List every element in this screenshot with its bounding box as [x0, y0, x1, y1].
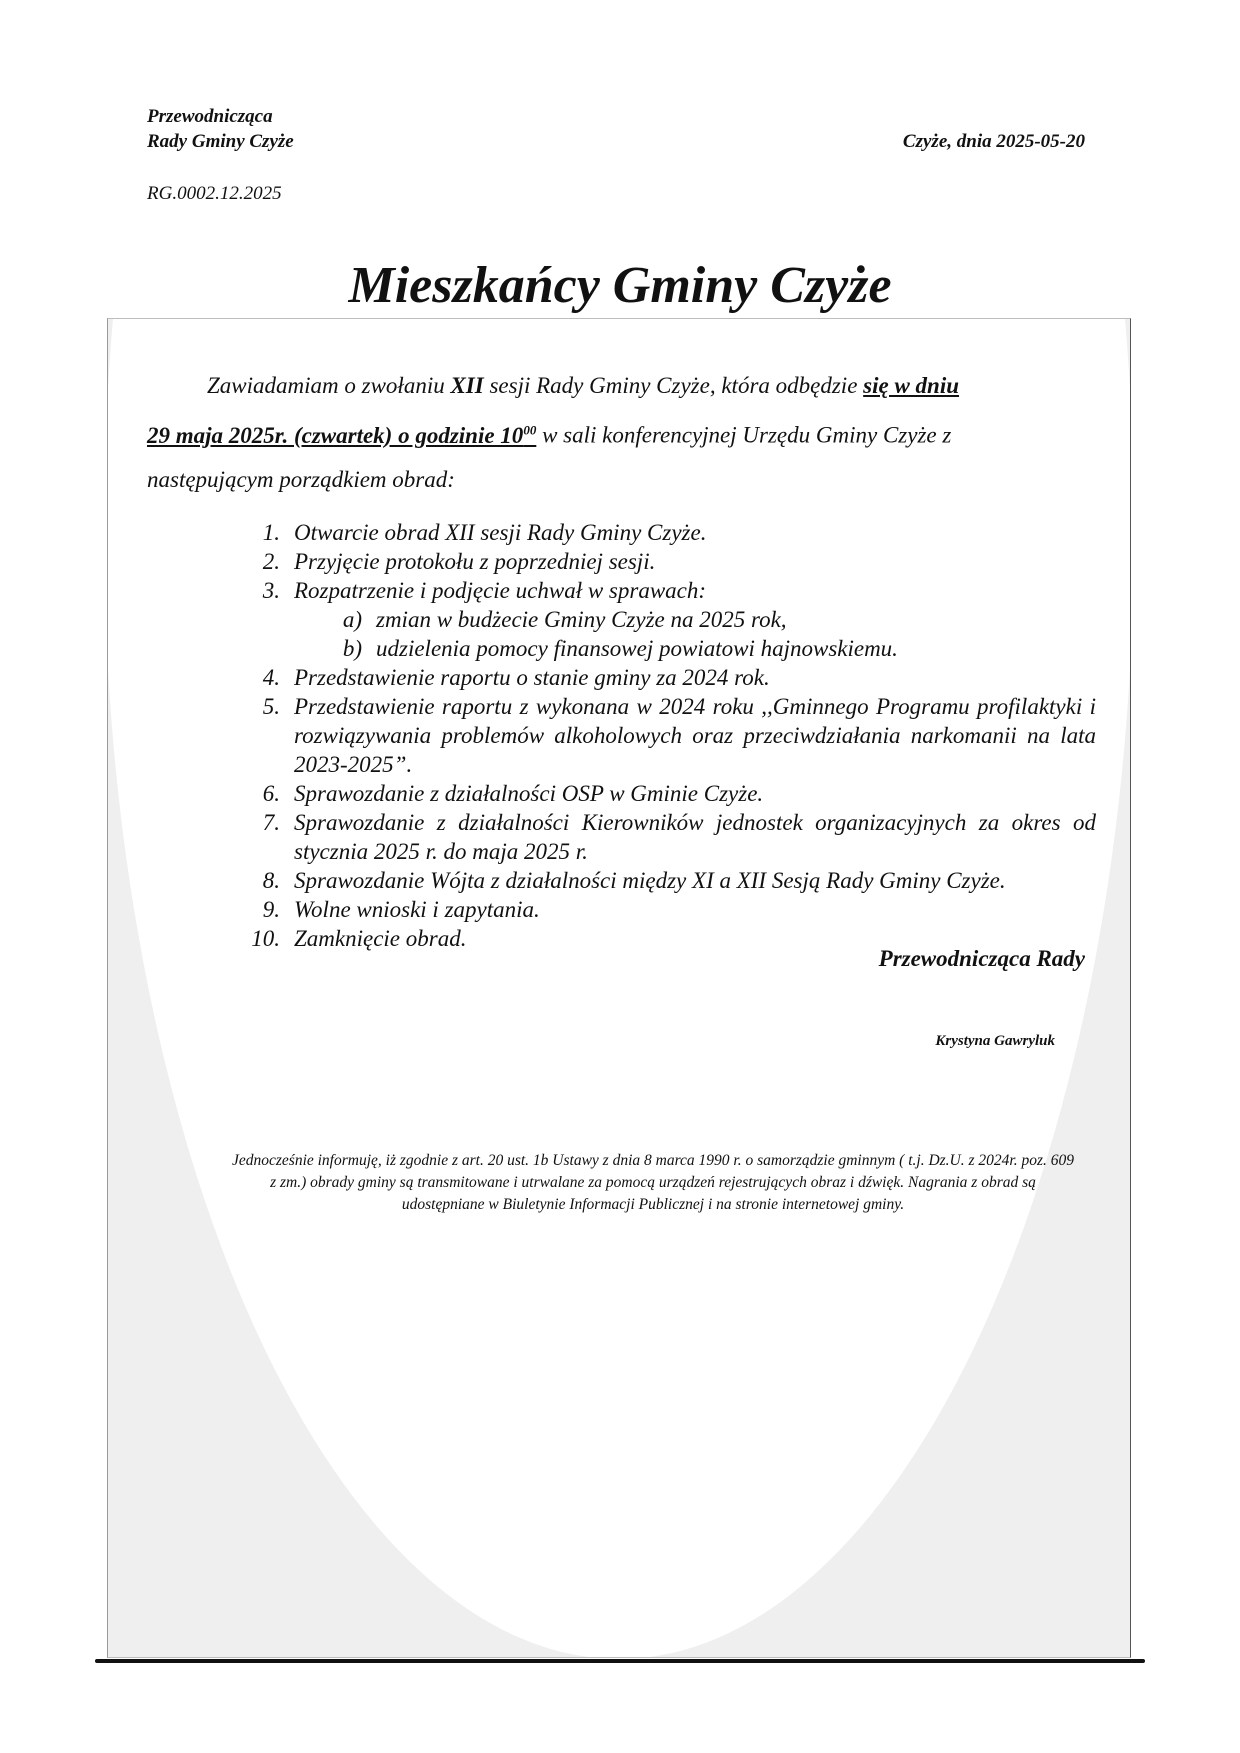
agenda-item	[230, 576, 1096, 605]
agenda-item-text: Sprawozdanie z działalności OSP w Gminie Czyże.	[294, 781, 764, 806]
agenda-subitem-text: zmian w budżecie Gminy Czyże na 2025 rok,	[376, 607, 787, 632]
agenda-item-text: Otwarcie obrad XII sesji Rady Gminy Czyże.	[294, 520, 707, 545]
author-block	[147, 104, 294, 154]
signature-role: Przewodnicząca Rady	[878, 946, 1085, 971]
agenda-item-number: 3.	[262, 578, 280, 603]
agenda-item	[230, 663, 1096, 692]
agenda-item-number: 6.	[262, 781, 280, 806]
agenda-subitem	[230, 605, 1096, 634]
intro-line-3: następującym porządkiem obrad:	[147, 466, 455, 492]
agenda-item-text: Sprawozdanie Wójta z działalności między XI a XII Sesją Rady Gminy Czyże.	[294, 868, 1006, 893]
intro-text-1: Zawiadamiam o zwołaniu	[207, 373, 451, 398]
session-minutes: 00	[523, 422, 537, 437]
agenda-item-number: 1.	[262, 520, 280, 545]
place-date: Czyże, dnia 2025-05-20	[902, 131, 1085, 152]
agenda-item-text: Sprawozdanie z działalności Kierowników jednostek organizacyjnych za okres od stycznia 2025 r. do maja 2025 r.	[294, 810, 1096, 864]
page-title: Mieszkańcy Gminy Czyże	[348, 257, 892, 314]
author-line-1: Przewodnicząca	[147, 106, 273, 127]
session-date-part-2	[147, 423, 536, 448]
agenda-item	[230, 518, 1096, 547]
agenda-item-text: Przedstawienie raportu o stanie gminy za 2024 rok.	[294, 665, 770, 690]
recording-notice: Jednocześnie informuję, iż zgodnie z art. 20 ust. 1b Ustawy z dnia 8 marca 1990 r. o samorządzie gminnym ( t.j. Dz.U. z 2024r. poz. 609 z zm.) obrady gminy są transmitowane i utrwalane za pomocą urządzeń rejestrujących obraz i dźwięk. Nagrania z obrad są udostępniane w Biuletynie Informacji Publicznej i na stronie internetowej gminy.	[231, 1152, 1075, 1213]
agenda-item-number: 8.	[262, 868, 280, 893]
agenda-item	[230, 547, 1096, 576]
agenda-item-number: 9.	[262, 897, 280, 922]
intro-paragraph	[147, 364, 1097, 502]
agenda-subitem	[230, 634, 1096, 663]
session-date-part-1: się w dniu	[863, 373, 960, 398]
intro-text-2: sesji Rady Gminy Czyże, która odbędzie	[483, 373, 864, 398]
signature-name: Krystyna Gawryluk	[935, 1033, 1055, 1049]
session-datetime: 29 maja 2025r. (czwartek) o godzinie 10	[147, 422, 524, 448]
agenda-item-text: Rozpatrzenie i podjęcie uchwał w sprawach:	[294, 578, 707, 603]
agenda-item-number: 2.	[262, 549, 280, 574]
agenda-item	[230, 895, 1096, 924]
agenda-item-text: Zamknięcie obrad.	[294, 926, 467, 951]
agenda-subitem-text: udzielenia pomocy finansowej powiatowi hajnowskiemu.	[376, 636, 898, 661]
agenda-item-number: 5.	[262, 694, 280, 719]
intro-line-2	[147, 408, 1097, 458]
agenda-list	[230, 518, 1096, 953]
agenda-item-number: 4.	[262, 665, 280, 690]
frame-bottom-shadow	[95, 1659, 1145, 1663]
reference-number: RG.0002.12.2025	[147, 183, 282, 204]
author-line-2: Rady Gminy Czyże	[147, 131, 294, 152]
agenda-item-text: Przedstawienie raportu z wykonana w 2024 roku ,,Gminnego Programu profilaktyki i rozwiązywania problemów alkoholowych oraz przeciwdziałania narkomanii na lata 2023-2025”.	[294, 694, 1096, 777]
agenda-item	[230, 808, 1096, 866]
agenda-item	[230, 779, 1096, 808]
intro-text-3: w sali konferencyjnej Urzędu Gminy Czyże z	[536, 422, 952, 448]
agenda-item	[230, 866, 1096, 895]
agenda-item-number: 7.	[262, 810, 280, 835]
agenda-item-number: 10.	[251, 926, 280, 951]
agenda-item-text: Przyjęcie protokołu z poprzedniej sesji.	[294, 549, 656, 574]
agenda-subitem-letter: a)	[342, 607, 362, 632]
agenda-item-text: Wolne wnioski i zapytania.	[294, 897, 540, 922]
session-number: XII	[450, 373, 484, 398]
agenda-item	[230, 692, 1096, 779]
agenda-subitem-letter: b)	[342, 636, 362, 661]
intro-line-1	[147, 364, 1097, 408]
